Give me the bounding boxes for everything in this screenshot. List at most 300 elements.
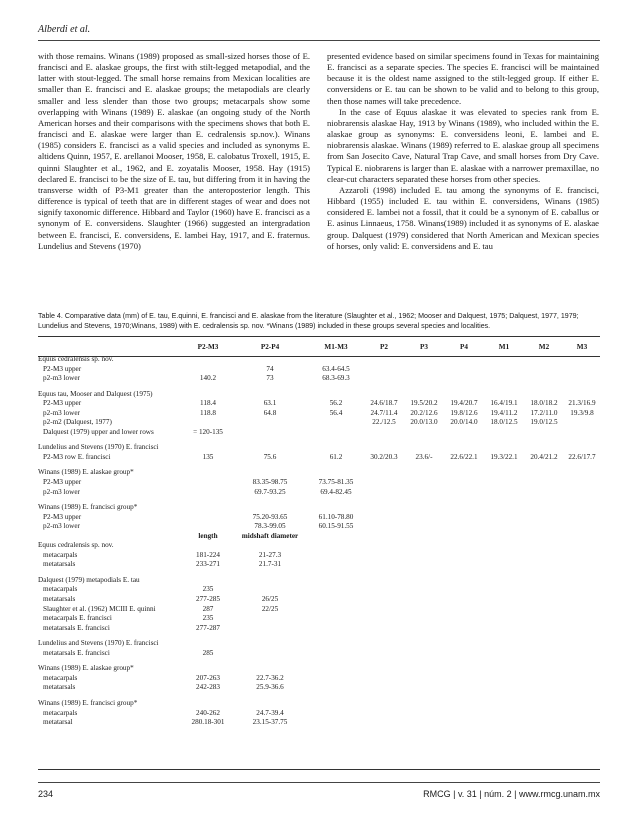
table-cell (404, 605, 444, 615)
table-cell (364, 428, 404, 438)
table-cell (308, 624, 364, 634)
table-cell (308, 560, 364, 570)
table-header-cell: P2-M3 (197, 342, 219, 351)
table-row-label: metacarpals E. francisci (43, 614, 112, 623)
table-cell (484, 488, 524, 498)
table-cell (484, 428, 524, 438)
table-cell (564, 674, 600, 684)
table-cell (484, 649, 524, 659)
table-cell (484, 718, 524, 728)
table-cell (404, 560, 444, 570)
table-cell (484, 513, 524, 523)
right-column-paragraph-1: presented evidence based on similar specimens found in Texas for maintaining E. francisci as a separate species. The species E. francisci will be maintained because it is the oldest name assigned to the stilt-legged group. If either E. conversidens or E. tau can be shown to be valid and to belong to this group, then those names will take precedence. (327, 51, 599, 106)
table-cell (364, 674, 404, 684)
table-row (38, 428, 600, 438)
table-cell (404, 532, 444, 542)
table-cell (404, 551, 444, 561)
table-cell: 73 (266, 374, 274, 383)
table-cell: 64.8 (263, 408, 277, 417)
table-cell: 73.75-81.35 (318, 478, 354, 487)
table-cell (564, 551, 600, 561)
table-cell (404, 374, 444, 384)
table-group-label: Dalquest (1979) metapodials E. tau (38, 575, 140, 584)
table-cell (364, 478, 404, 488)
table-cell: 24.6/18.7 (370, 399, 398, 408)
table-cell (364, 513, 404, 523)
table-cell: 277-285 (196, 595, 220, 604)
table-row (38, 522, 600, 532)
table-cell (364, 718, 404, 728)
table-cell (484, 374, 524, 384)
table-bottom-rule (38, 769, 600, 770)
table-cell: 23.15-37.75 (252, 718, 288, 727)
table-cell: 280.18-301 (191, 718, 225, 727)
table-cell (524, 709, 564, 719)
table-caption: Table 4. Comparative data (mm) of E. tau, E.quinni, E. francisci and E. alaskae from the literature (Slaughter et al., 1962; Mooser and Dalquest, 1975; Dalquest, 1977, 1979; Lundelius and Stevens, 1970;Winans, 1989) with E. cedralensis sp. nov. *Winans (1989) included in these groups several species and localities. (38, 312, 579, 330)
table-cell (564, 365, 600, 375)
table-cell (444, 532, 484, 542)
table-cell (564, 624, 600, 634)
table-cell (524, 365, 564, 375)
table-cell: 75.6 (263, 452, 277, 461)
table-cell (524, 624, 564, 634)
table-cell (404, 365, 444, 375)
table-cell: 25.9-36.6 (256, 683, 284, 692)
table-group-label: Equus cedralensis sp. nov. (38, 355, 114, 363)
table-row (38, 614, 600, 624)
table-cell: 19.8/12.6 (450, 408, 478, 417)
table-row-label: P2-M3 row E. francisci (43, 452, 111, 461)
table-cell: 78.3-99.05 (254, 522, 286, 531)
table-cell: 61.2 (329, 452, 343, 461)
table-cell: 285 (202, 648, 214, 657)
table-cell: 118.4 (200, 399, 216, 408)
table-row (38, 683, 600, 693)
table-row-label: metacarpals (43, 708, 78, 717)
table-row-label: p2-m3 lower (43, 408, 80, 417)
table-cell (444, 585, 484, 595)
table-row (38, 399, 600, 409)
table-row-label: P2-M3 upper (43, 399, 82, 408)
table-cell: 118.8 (200, 408, 216, 417)
table-cell (308, 614, 364, 624)
table-cell (444, 595, 484, 605)
table-group-row (38, 541, 600, 551)
table-group-row (38, 390, 600, 400)
table-cell (444, 709, 484, 719)
table-cell (564, 560, 600, 570)
table-cell (364, 560, 404, 570)
table-cell: 20.0/14.0 (450, 418, 478, 427)
table-cell (404, 674, 444, 684)
table-top-rule (38, 336, 600, 337)
table-cell (232, 418, 308, 428)
table-cell (364, 488, 404, 498)
table-cell: 242-283 (196, 683, 220, 692)
table-row-label: metatarsal (43, 718, 73, 727)
table-row (38, 560, 600, 570)
table-cell: 240-262 (196, 708, 220, 717)
table-cell: 26/25 (261, 595, 279, 604)
table-cell: 23.6/- (415, 452, 433, 461)
table-cell (564, 374, 600, 384)
table-row-label: Slaughter et al. (1962) MCIII E. quinni (43, 604, 156, 613)
header-rule (38, 40, 600, 41)
table-cell (564, 614, 600, 624)
table-cell (484, 522, 524, 532)
table-cell (524, 605, 564, 615)
table-row (38, 585, 600, 595)
table-row-label: p2-m3 lower (43, 522, 80, 531)
table-cell: 19.4/20.7 (450, 399, 478, 408)
table-group-label: Winans (1989) E. alaskae group* (38, 468, 134, 477)
table-cell (524, 649, 564, 659)
table-cell (524, 683, 564, 693)
table-row-label (38, 532, 184, 542)
table-group-label: Equus tau, Mooser and Dalquest (1975) (38, 389, 153, 398)
table-cell (364, 374, 404, 384)
table-cell: 24.7-39.4 (256, 708, 284, 717)
table-cell: 22.6/22.1 (450, 452, 478, 461)
table-row (38, 709, 600, 719)
table-cell (404, 428, 444, 438)
table-cell (232, 428, 308, 438)
table-cell (484, 624, 524, 634)
table-row-label: Dalquest (1979) upper and lower rows (43, 427, 154, 436)
table-cell (484, 478, 524, 488)
table-cell: 21.7-31 (258, 560, 282, 569)
table-row (38, 513, 600, 523)
table-row-label: P2-M3 upper (43, 478, 82, 487)
table-cell (484, 614, 524, 624)
table-cell (308, 418, 364, 428)
table-group-label: Equus cedralensis sp. nov. (38, 541, 114, 550)
table-cell (308, 718, 364, 728)
table-cell (524, 428, 564, 438)
table-cell (364, 649, 404, 659)
left-column-paragraph: with those remains. Winans (1989) proposed as small-sized horses those of E. francisci and E. alaskae groups, the first with stilt-legged metapodial, and the latter with stout-legged. The small horse remains from Mexican localities are smaller than E. francisci and E. alaskae groups; the metapodials are clearly smaller and less slender than those two groups; metacarpals show some overlapping with Winans (1989) E. alaskae (an ongoing study of the North American horses and their comparisons with the specimens shows that both E. francisci and E. alaskae were larger than E. cedralensis sp.nov.). Winans (1985) considers E. francisci as a valid species and included as synonyms E. altidens Quinn, 1957, E. arellanoi Mooser, 1958, E. calobatus Troxell, 1915, E. quinni Slaughter et al., 1962, and E. zoyatalis Mooser, 1958. Hay (1915) declared E. francisci to be the size of E. tau, but differing from it in having the transverse width of P3-M1 greater than the anteroposterior length. This difference is typical of teeth that are in different stages of wear and does not signify taxonomic difference. Hibbard and Taylor (1960) have E. francisci as a synonym of E. conversidens. Slaughter (1966) suggested an intergradation between E. francisci, E. conversidens, E. lambei Hay, 1917, and E. fraternus. Lundelius and Stevens (1970) (38, 51, 310, 251)
table-cell: 21.3/16.9 (568, 399, 596, 408)
table-group-label: Winans (1989) E. francisci group* (38, 698, 138, 707)
table-row-label: metatarsals E. francisci (43, 648, 110, 657)
table-cell (404, 513, 444, 523)
table-cell: 18.0/12.5 (490, 418, 518, 427)
table-cell (364, 614, 404, 624)
table-header-cell (38, 340, 184, 355)
table-cell (308, 595, 364, 605)
table-cell: 56.2 (329, 399, 343, 408)
table-row-label: metacarpals (43, 585, 78, 594)
table-cell (444, 374, 484, 384)
table-group-label: Lundelius and Stevens (1970) E. francisci (38, 639, 159, 648)
table-cell (444, 605, 484, 615)
table-cell (524, 595, 564, 605)
table-cell: 83.35-98.75 (252, 478, 288, 487)
table-cell (308, 532, 364, 542)
table-cell (564, 478, 600, 488)
table-header-cell: P2 (380, 342, 388, 351)
table-cell (484, 683, 524, 693)
table-cell: 75.20-93.65 (252, 512, 288, 521)
running-header-author: Alberdi et al. (38, 24, 91, 35)
table-cell (232, 649, 308, 659)
table-cell: = 120-135 (193, 427, 223, 436)
table-cell (524, 513, 564, 523)
table-cell: 16.4/19.1 (490, 399, 518, 408)
table-row (38, 551, 600, 561)
table-cell (184, 522, 232, 532)
table-row (38, 605, 600, 615)
table-header-cell: M1 (498, 342, 510, 351)
right-column-paragraph-3: Azzaroli (1998) included E. tau among the synonyms of E. francisci, Hibbard (1955) included E. tau within E. conversidens, Winans (1985) considered E. lambei not a fossil, that it could be a synonym of E. caballus or E. asinus Linnaeus, 1758. Winans(1989) included it as synonyms of E. alaskae group. Dalquest (1979) considered that North American and Mexican species of horses, only valid: E. conversidens and E. tau (327, 184, 599, 251)
table-row (38, 478, 600, 488)
table-cell (364, 709, 404, 719)
table-cell: 63.1 (263, 399, 277, 408)
table-group-row (38, 355, 600, 365)
left-text-column (38, 51, 310, 252)
table-row (38, 674, 600, 684)
table-cell: 135 (202, 452, 214, 461)
table-cell: midshaft diameter (241, 531, 299, 540)
table-row-label: P2-M3 upper (43, 512, 82, 521)
table-cell (308, 674, 364, 684)
table-cell: 22/25 (261, 604, 279, 613)
table-cell (404, 624, 444, 634)
table-subheader-row (38, 532, 600, 542)
table-cell (444, 428, 484, 438)
table-cell (444, 522, 484, 532)
table-row-label: p2-m3 lower (43, 374, 80, 383)
table-row-label: P2-M3 upper (43, 364, 82, 373)
right-text-column (327, 51, 599, 252)
table-group-row (38, 699, 600, 709)
table-cell: 20.2/12.6 (410, 408, 438, 417)
table-cell (564, 585, 600, 595)
table-cell (404, 718, 444, 728)
table-cell (308, 683, 364, 693)
table-cell: 20.0/13.0 (410, 418, 438, 427)
table-cell (444, 560, 484, 570)
table-cell: 235 (202, 614, 214, 623)
table-cell (404, 614, 444, 624)
table-cell (564, 649, 600, 659)
table-cell (444, 488, 484, 498)
table-cell: 21-27.3 (258, 550, 282, 559)
table-cell (444, 624, 484, 634)
table-cell (484, 709, 524, 719)
table-cell: 22./12.5 (372, 418, 396, 427)
table-cell (444, 718, 484, 728)
table-group-label: Winans (1989) E. francisci group* (38, 503, 138, 512)
table-cell (524, 718, 564, 728)
table-cell: 60.15-91.55 (318, 522, 354, 531)
table-cell (444, 674, 484, 684)
table-cell (404, 585, 444, 595)
table-cell (308, 605, 364, 615)
table-row (38, 365, 600, 375)
table-row (38, 718, 600, 728)
table-row-label: p2-m3 lower (43, 487, 80, 496)
table-header-row (38, 340, 600, 355)
table-cell (444, 649, 484, 659)
table-row-label: metatarsals (43, 595, 76, 604)
table-cell: 181-224 (196, 550, 220, 559)
table-cell (364, 551, 404, 561)
table-cell (364, 522, 404, 532)
table-cell (444, 551, 484, 561)
table-row-label: metatarsals (43, 560, 76, 569)
table-group-row (38, 576, 600, 586)
table-cell (524, 532, 564, 542)
table-cell (484, 605, 524, 615)
table-cell (564, 418, 600, 428)
table-cell (564, 605, 600, 615)
table-cell (308, 585, 364, 595)
table-cell (364, 624, 404, 634)
table-header-cell: P2-P4 (260, 342, 280, 351)
table-cell (184, 478, 232, 488)
table-row (38, 374, 600, 384)
table-cell (564, 683, 600, 693)
table-cell (524, 478, 564, 488)
table-cell (564, 488, 600, 498)
table-cell (308, 649, 364, 659)
table-cell (524, 551, 564, 561)
table-cell: 61.10-78.80 (318, 512, 354, 521)
table-cell (404, 488, 444, 498)
table-row (38, 453, 600, 463)
table-cell (232, 614, 308, 624)
table-cell (232, 624, 308, 634)
table-cell (404, 709, 444, 719)
table-cell (524, 614, 564, 624)
page-number: 234 (38, 789, 54, 799)
table-cell (184, 513, 232, 523)
table-row-label: metatarsals E. francisci (43, 623, 110, 632)
table-cell (484, 585, 524, 595)
table-group-row (38, 503, 600, 513)
table-row-label: p2-m2 (Dalquest, 1977) (43, 418, 112, 427)
table-cell: 19.0/12.5 (530, 418, 558, 427)
table-group-label: Winans (1989) E. alaskae group* (38, 664, 134, 673)
table-row (38, 409, 600, 419)
table-cell (564, 532, 600, 542)
table-cell: 56.4 (329, 408, 343, 417)
table-cell (524, 374, 564, 384)
table-row (38, 649, 600, 659)
table-group-row (38, 664, 600, 674)
journal-footer: RMCG | v. 31 | núm. 2 | www.rmcg.unam.mx (423, 789, 600, 799)
footer-rule (38, 782, 600, 783)
table-cell (404, 649, 444, 659)
table-cell: 19.3/22.1 (490, 452, 518, 461)
table-cell: 68.3-69.3 (322, 374, 350, 383)
table-header-cell: P4 (460, 342, 468, 351)
table-header-cell: P3 (420, 342, 428, 351)
table-cell (308, 428, 364, 438)
table-header-cell: M2 (538, 342, 550, 351)
table-row (38, 488, 600, 498)
table-cell (308, 551, 364, 561)
table-cell (484, 551, 524, 561)
table-cell (184, 488, 232, 498)
table-cell (484, 365, 524, 375)
table-row (38, 624, 600, 634)
table-header-cell: M3 (576, 342, 588, 351)
table-row-label: metatarsals (43, 683, 76, 692)
table-cell: 207-263 (196, 673, 220, 682)
table-cell (364, 595, 404, 605)
table-cell (364, 605, 404, 615)
table-cell (484, 532, 524, 542)
table-cell (524, 522, 564, 532)
table-cell (524, 560, 564, 570)
table-cell: 19.4/11.2 (490, 408, 518, 417)
comparative-data-table (38, 340, 600, 728)
table-header-cell: M1-M3 (324, 342, 348, 351)
table-cell: length (198, 531, 218, 540)
table-cell: 233-271 (196, 560, 220, 569)
table-row-label: metacarpals (43, 673, 78, 682)
table-cell: 63.4-64.5 (322, 364, 350, 373)
table-cell: 20.4/21.2 (530, 452, 558, 461)
table-cell (364, 585, 404, 595)
table-cell: 30.2/20.3 (370, 452, 398, 461)
table-cell (184, 418, 232, 428)
table-cell (524, 585, 564, 595)
table-row (38, 595, 600, 605)
table-row-label: metacarpals (43, 550, 78, 559)
table-cell: 235 (202, 585, 214, 594)
table-cell (184, 365, 232, 375)
table-cell: 140.2 (199, 374, 217, 383)
table-cell (364, 683, 404, 693)
table-cell (564, 718, 600, 728)
table-cell (564, 709, 600, 719)
table-body (38, 355, 600, 728)
table-group-row (38, 443, 600, 453)
table-cell (444, 365, 484, 375)
table-cell: 69.4-82.45 (320, 487, 352, 496)
table-cell (524, 488, 564, 498)
right-column-paragraph-2: In the case of Equus alaskae it was elevated to species rank from E. niobrarensis alaskae Hay, 1913 by Winans (1989), who included within the E. alaskae group as synonyms: E. conversidens leoni, E. lambei and E. niobrarensis alaskae. Winans (1989) referred to E. alaskae group all specimens from San Josecito Cave, Natural Trap Cave, and small horses from Dry Cave. Typical E. niobrarens is larger than E. alaskae with a narrower premaxillae, no clear-cut characters separated these horses from other species. (327, 106, 599, 184)
table-cell: 277-287 (196, 623, 220, 632)
table-cell: 18.0/18.2 (530, 399, 558, 408)
table-cell (404, 522, 444, 532)
table-cell (444, 683, 484, 693)
table-cell: 17.2/11.0 (530, 408, 558, 417)
table-cell: 19.5/20.2 (410, 399, 438, 408)
table-cell (364, 532, 404, 542)
table-cell (564, 595, 600, 605)
table-cell (308, 709, 364, 719)
table-cell (484, 674, 524, 684)
table-cell: 22.7-36.2 (256, 673, 284, 682)
table-cell: 24.7/11.4 (370, 408, 398, 417)
table-cell: 19.3/9.8 (570, 408, 594, 417)
table-cell: 22.6/17.7 (568, 452, 596, 461)
table-cell: 69.7-93.25 (254, 487, 286, 496)
table-cell (564, 513, 600, 523)
table-cell (484, 560, 524, 570)
table-cell (444, 478, 484, 488)
table-group-label: Lundelius and Stevens (1970) E. francisci (38, 443, 159, 452)
table-row (38, 418, 600, 428)
table-cell (404, 478, 444, 488)
table-cell (524, 674, 564, 684)
table-cell (444, 513, 484, 523)
table-cell (564, 522, 600, 532)
